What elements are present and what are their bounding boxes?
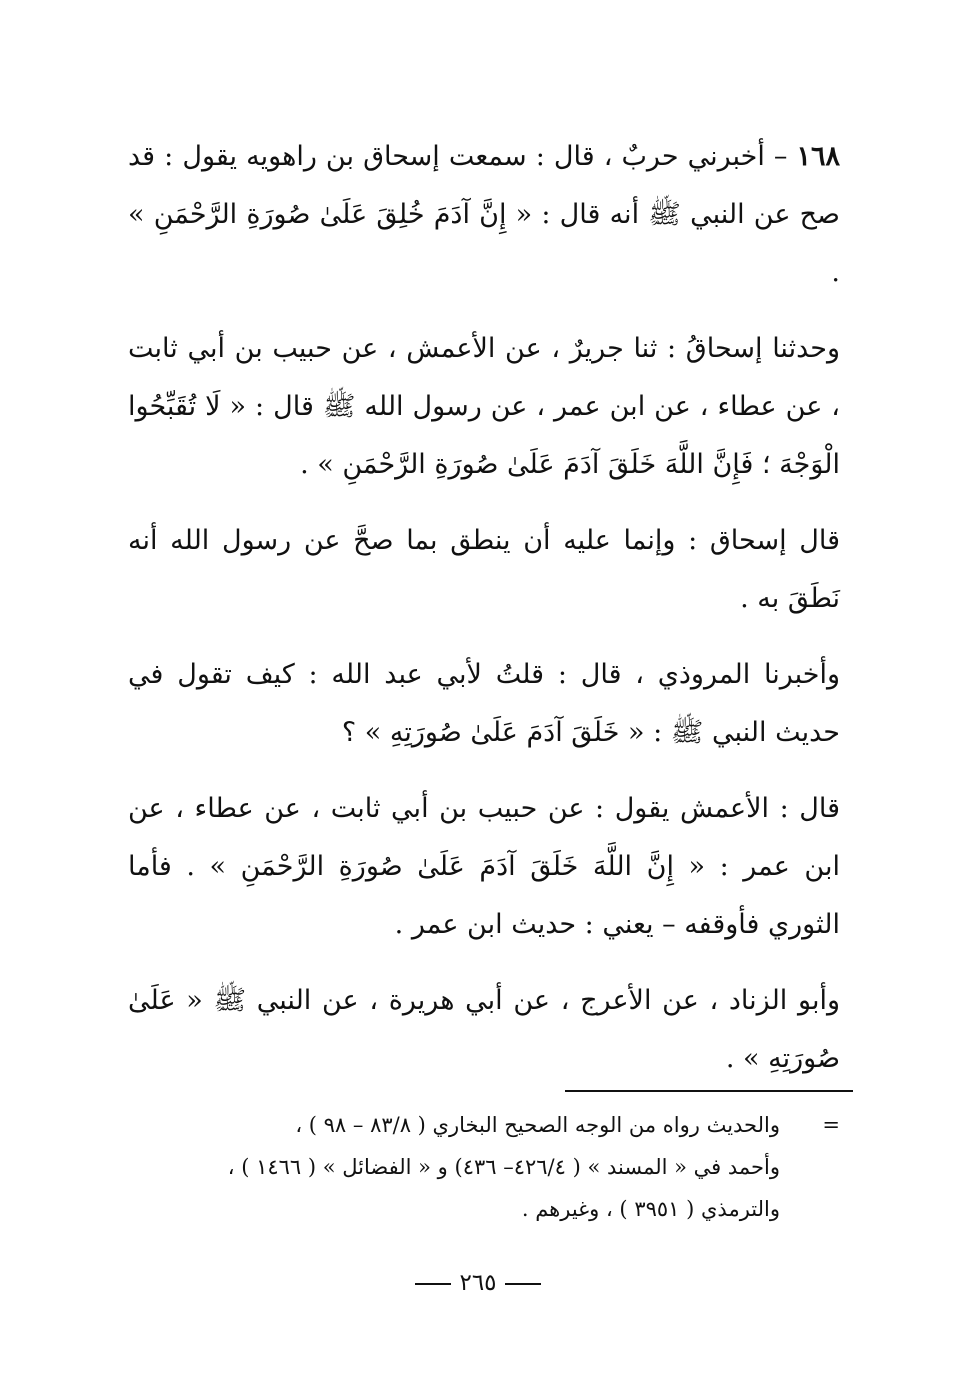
footnote xyxy=(128,1104,840,1230)
paragraph-ishaq-comment: قال إسحاق : وإنما عليه أن ينطق بما صحَّ عن رسول الله أنه نَطَقَ به . xyxy=(128,525,840,614)
page-number-dash xyxy=(415,1283,451,1285)
footnote-line: والترمذي ( ٣٩٥١ ) ، وغيرهم . xyxy=(521,1197,780,1221)
main-text xyxy=(128,128,840,1106)
footnote-line: وأحمد في « المسند » ( ٤٢٦/٤– ٤٣٦) و « الفضائل » ( ١٤٦٦ ) ، xyxy=(227,1155,780,1179)
page-number-value: ٢٦٥ xyxy=(459,1270,497,1296)
footnote-line: =والحديث رواه من الوجه الصحيح البخاري ( ٨٣/٨ – ٩٨ ) ، xyxy=(128,1104,840,1146)
paragraph-abu-zinad: وأبو الزناد ، عن الأعرج ، عن أبي هريرة ، عن النبي ﷺ « عَلَىٰ صُورَتِهِ » . xyxy=(128,985,840,1074)
paragraph-168 xyxy=(128,128,840,302)
footnote-marker: = xyxy=(822,1113,840,1137)
paragraph-text: – أخبرني حربٌ ، قال : سمعت إسحاق بن راهويه يقول : قد صح عن النبي ﷺ أنه قال : « إِنَّ آدَمَ خُلِقَ عَلَىٰ صُورَةِ الرَّحْمَنِ » . xyxy=(128,141,840,288)
footnote-separator xyxy=(565,1090,853,1092)
paragraph-marwadhi: وأخبرنا المروذي ، قال : قلتُ لأبي عبد الله : كيف تقول في حديث النبي ﷺ : « خَلَقَ آدَمَ عَلَىٰ صُورَتِهِ » ؟ xyxy=(128,659,840,748)
paragraph-amash: قال : الأعمش يقول : عن حبيب بن أبي ثابت ، عن عطاء ، عن ابن عمر : « إِنَّ اللَّهَ خَلَقَ آدَمَ عَلَىٰ صُورَةِ الرَّحْمَنِ » . فأما الثوري فأوقفه – يعني : حديث ابن عمر . xyxy=(128,793,840,940)
page-number xyxy=(0,1270,956,1296)
page-number-dash xyxy=(505,1283,541,1285)
hadith-number: ١٦٨ xyxy=(796,141,840,172)
paragraph-ishaq-narration: وحدثنا إسحاقُ : ثنا جريرٌ ، عن الأعمش ، عن حبيب بن أبي ثابت ، عن عطاء ، عن ابن عمر ، عن رسول الله ﷺ قال : « لَا تُقَبِّحُوا الْوَجْهَ ؛ فَإِنَّ اللَّهَ خَلَقَ آدَمَ عَلَىٰ صُورَةِ الرَّحْمَنِ » . xyxy=(128,333,840,480)
